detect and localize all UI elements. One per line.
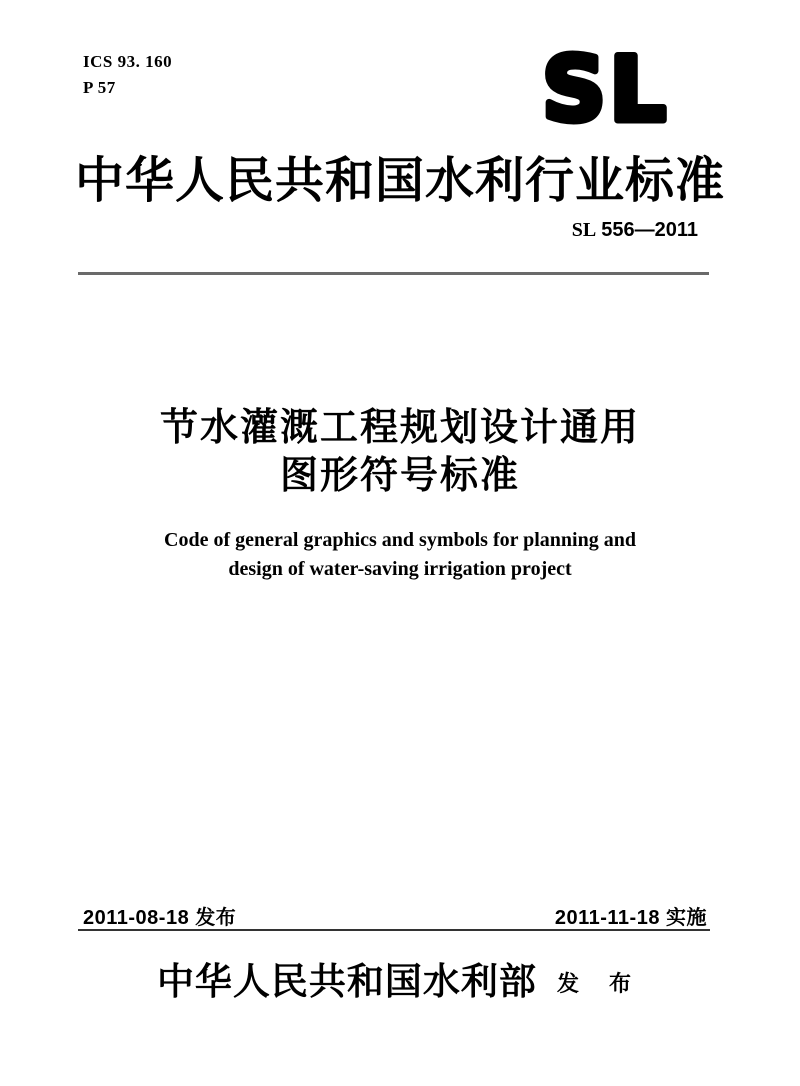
ics-code: ICS 93. 160 xyxy=(83,52,173,71)
document-title-en-line2: design of water-saving irrigation project xyxy=(228,558,572,580)
bottom-rule xyxy=(78,929,710,931)
document-title-cn-line2: 图形符号标准 xyxy=(279,455,520,497)
document-title-cn-line1: 节水灌溉工程规划设计通用 xyxy=(159,407,640,449)
sl-logo xyxy=(522,40,690,132)
classification-codes xyxy=(83,49,172,101)
standard-family-title: 中华人民共和国水利行业标准 xyxy=(74,153,725,208)
standard-number-prefix: SL xyxy=(571,219,597,241)
document-title-en xyxy=(0,526,800,584)
date-row xyxy=(83,901,707,930)
top-rule xyxy=(78,272,709,275)
implement-date: 2011-11-18 实施 xyxy=(554,907,707,929)
document-title-cn xyxy=(0,404,800,500)
publish-label: 发 布 xyxy=(556,971,644,996)
publisher-row xyxy=(0,951,800,1005)
issue-date: 2011-08-18 发布 xyxy=(83,907,237,929)
publisher-name: 中华人民共和国水利部 xyxy=(156,962,537,1003)
standard-number-value: 556—2011 xyxy=(601,219,698,241)
standard-number xyxy=(572,219,698,242)
doc-class-code: P 57 xyxy=(83,78,116,97)
document-title-en-line1: Code of general graphics and symbols for planning and xyxy=(164,529,636,551)
sl-logo-text: SL xyxy=(542,40,670,132)
